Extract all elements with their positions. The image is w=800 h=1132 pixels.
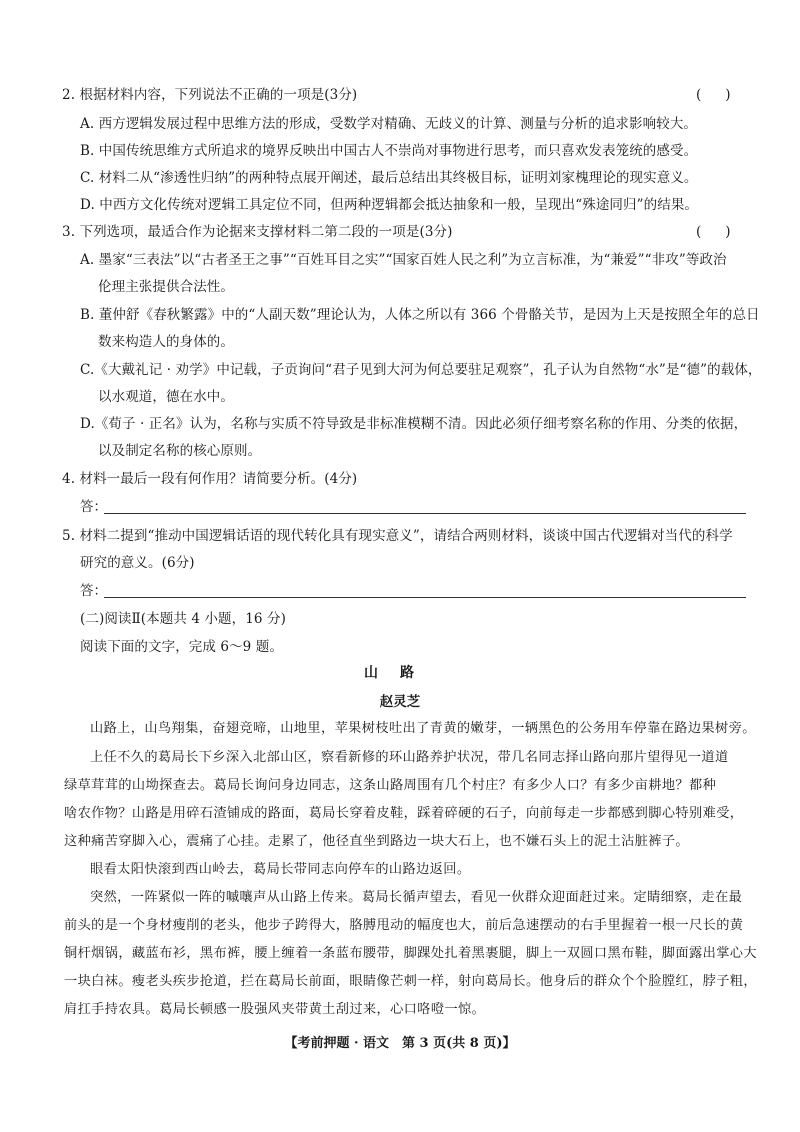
- q4-answer-line[interactable]: [104, 513, 746, 514]
- story-line-2: 上任不久的葛局长下乡深入北部山区，察看新修的环山路养护状况，带几名同志择山路向那片望得见一道道: [90, 750, 729, 765]
- q3-option-c-line2: 以水观道，德在水中。: [98, 389, 234, 405]
- story-line-1: 山路上，山鸟翔集，奋翅竞啼，山地里，苹果树枝吐出了青黄的嫩芽，一辆黑色的公务用车停靠在路边果树旁。: [90, 721, 756, 736]
- q3-option-c-line1: C.《大戴礼记 · 劝学》中记载，子贡询问“君子见到大河为何总要驻足观察”，孔子认为自然物“水”是“德”的载体，: [80, 362, 762, 378]
- story-line-9: 铜杆烟锅，藏蓝布衫，黑布裤，腰上缠着一条蓝布腰带，脚踝处扎着黑裹腿，脚上一双圆口黑布鞋，脚面露出掌心大: [64, 946, 757, 961]
- story-line-8: 前头的是一个身材瘦削的老头，他步子跨得大，胳膊甩动的幅度也大，前后急速摆动的右手里握着一根一尺长的黄: [64, 918, 744, 933]
- q2-stem: 2. 根据材料内容，下列说法不正确的一项是(3分): [62, 87, 358, 103]
- q3-option-d-line2: 以及制定名称的核心原则。: [98, 443, 262, 459]
- q3-option-b-line2: 数来构造人的身体的。: [98, 334, 234, 350]
- story-line-3: 绿草茸茸的山坳探查去。葛局长询问身边同志，这条山路周围有几个村庄？有多少人口？有多少亩耕地？都种: [64, 778, 717, 793]
- story-line-7: 突然，一阵紧似一阵的嘁嚷声从山路上传来。葛局长循声望去，看见一伙群众迎面赶过来。定睛细察，走在最: [90, 890, 743, 905]
- q2-option-b: B. 中国传统思维方式所追求的境界反映出中国古人不崇尚对事物进行思考，而只喜欢发表笼统的感受。: [80, 143, 698, 159]
- q2-option-c: C. 材料二从“渗透性归纳”的两种特点展开阐述，最后总结出其终极目标，证明刘家槐理论的现实意义。: [80, 170, 698, 186]
- story-line-6: 眼看太阳快滚到西山岭去，葛局长带同志向停车的山路边返回。: [90, 862, 471, 877]
- story-line-5: 这种痛苦穿脚入心，震痛了心挂。走累了，他径直坐到路边一块大石上，也不嫌石头上的泥土沾脏裤子。: [64, 834, 690, 849]
- q3-stem: 3. 下列选项，最适合作为论据来支撑材料二第二段的一项是(3分): [62, 224, 453, 240]
- q3-option-d-line1: D.《荀子 · 正名》认为，名称与实质不符导致是非标准模糊不清。因此必须仔细考察名称的作用、分类的依据，: [80, 416, 748, 432]
- q2-option-a: A. 西方逻辑发展过程中思维方法的形成，受数学对精确、无歧义的计算、测量与分析的追求影响较大。: [80, 116, 698, 132]
- section-heading: (二)阅读Ⅱ(本题共 4 小题，16 分): [80, 611, 286, 627]
- story-line-10: 一块白袜。瘦老头疾步抢道，拦在葛局长前面，眼睛像芒刺一样，射向葛局长。他身后的群众个个脸膛红，脖子粗，: [64, 974, 757, 989]
- story-author: 赵灵芝: [379, 694, 421, 710]
- q5-answer-label: 答：: [80, 583, 107, 599]
- q3-option-a-line1: A. 墨家“三表法”以“古者圣王之事”“百姓耳目之实”“国家百姓人民之利”为立言标准，为“兼爱”“非攻”等政治: [80, 252, 727, 268]
- section-instruction: 阅读下面的文字，完成 6～9 题。: [80, 639, 283, 655]
- page-footer: 【考前押题 · 语文 第 3 页(共 8 页)】: [284, 1036, 516, 1051]
- q4-answer-label: 答：: [80, 499, 107, 515]
- q4-stem: 4. 材料一最后一段有何作用？请简要分析。(4分): [62, 471, 358, 487]
- q5-stem-line2: 研究的意义。(6分): [80, 555, 195, 571]
- story-line-11: 肩扛手持农具。葛局长顿感一股强风夹带黄土刮过来，心口咯噔一惊。: [64, 1002, 486, 1017]
- q3-option-a-line2: 伦理主张提供合法性。: [98, 279, 234, 295]
- story-title: 山路: [364, 665, 436, 681]
- q3-option-b-line1: B. 董仲舒《春秋繁露》中的“人副天数”理论认为，人体之所以有 366 个骨骼关节，是因为上天是按照全年的总日: [80, 307, 760, 323]
- q5-stem-line1: 5. 材料二提到“推动中国逻辑话语的现代转化具有现实意义”，请结合两则材料，谈谈中国古代逻辑对当代的科学: [62, 528, 733, 544]
- q3-answer-paren: (): [696, 224, 755, 240]
- q5-answer-line[interactable]: [104, 597, 746, 598]
- story-line-4: 啥农作物？山路是用碎石渣铺成的路面，葛局长穿着皮鞋，踩着碎硬的石子，向前每走一步都感到脚心特别难受，: [64, 806, 744, 821]
- q2-option-d: D. 中西方文化传统对逻辑工具定位不同，但两种逻辑都会抵达抽象和一般，呈现出“殊途同归”的结果。: [80, 197, 699, 213]
- q2-answer-paren: (): [696, 87, 755, 103]
